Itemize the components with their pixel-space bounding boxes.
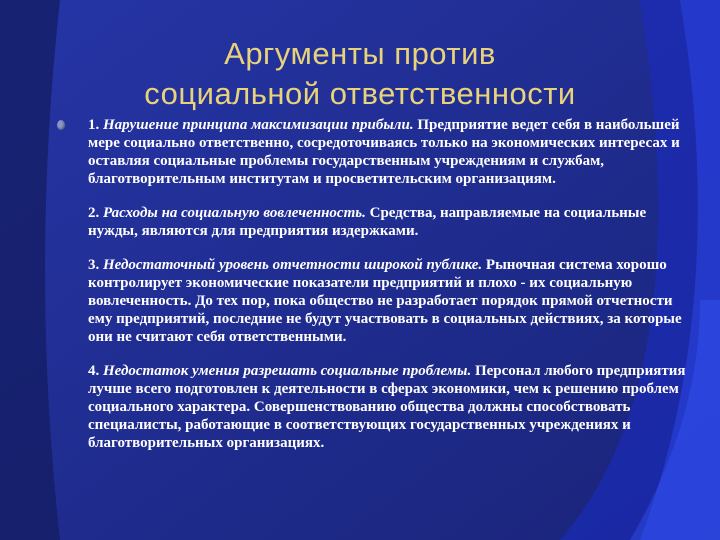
item-heading: Нарушение принципа максимизации прибыли. [103,117,414,133]
list-item [88,116,688,188]
item-heading: Недостаточный уровень отчетности широкой публике. [103,257,483,273]
item-text: Предприятие ведет себя в наибольшей мере социально ответственно, сосредоточиваясь только на экономических интересах и оставляя социальные проблемы государственным учреждениям и службам, благотворительным институтам и просветительским организациям. [88,117,680,187]
item-text: Персонал любого предприятия лучше всего подготовлен к деятельности в сферах экономики, чем к решению проблем социального характера. Совершенствованию общества должны способствовать специалисты, работающие в соответствующих государственных учреждениях и благотворительных организациях. [88,363,686,451]
list-item [88,204,688,240]
item-heading: Расходы на социальную вовлеченность. [103,205,366,221]
item-number: 3. [88,257,100,273]
list-item [88,256,688,346]
argument-list [88,116,688,468]
item-heading: Недостаток умения разрешать социальные проблемы. [103,363,472,379]
list-item [88,362,688,452]
bullet-icon [57,120,65,130]
item-number: 4. [88,363,100,379]
title-line-2: социальной ответственности [144,76,576,111]
item-text: Средства, направляемые на социальные нужды, являются для предприятия издержками. [88,205,647,239]
slide-title [0,34,720,114]
item-text: Рыночная система хорошо контролирует экономические показатели предприятий и плохо - их социальную вовлеченность. До тех пор, пока общество не разработает порядок прямой отчетности ему предприятий, последние не будут участвовать в социальных действиях, за которые они не считают себя ответственными. [88,257,682,345]
title-line-1: Аргументы против [224,36,496,71]
item-number: 1. [88,117,100,133]
item-number: 2. [88,205,100,221]
